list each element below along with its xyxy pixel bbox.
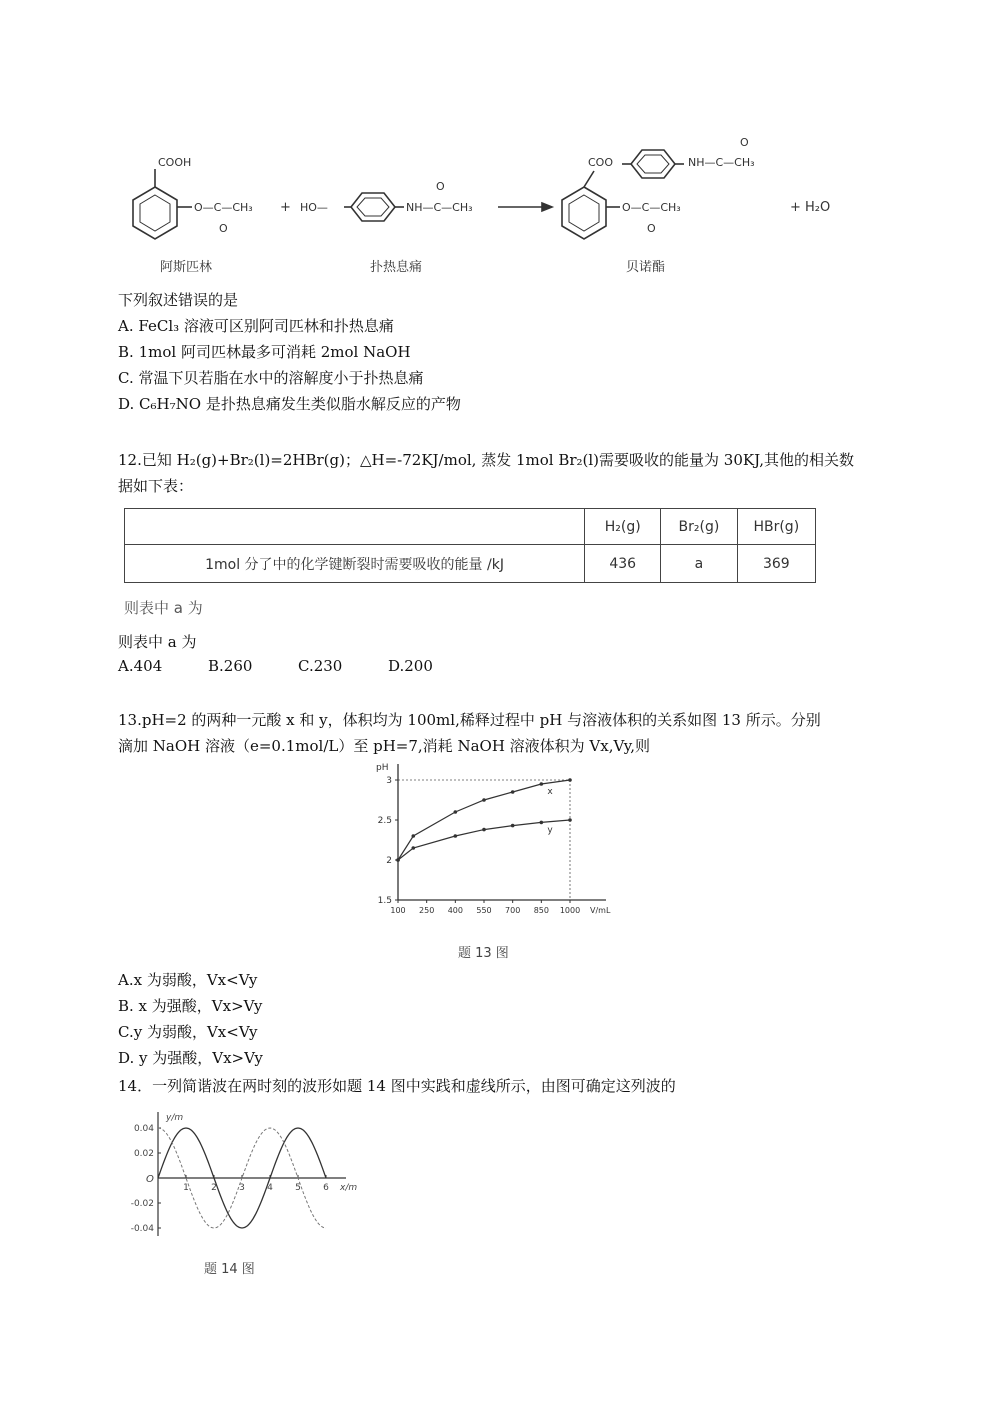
chart13-caption: 题 13 图	[458, 946, 509, 961]
x-axis-label: x/m	[340, 1183, 358, 1193]
q12-option-b: B.260	[208, 657, 253, 675]
option-letter: A.	[118, 317, 134, 335]
table-cell-br2: a	[661, 545, 737, 583]
wave-chart	[118, 1108, 368, 1253]
paracetamol-carbonyl-o: O	[436, 180, 445, 193]
series-line-y	[398, 820, 570, 860]
q13-line1: 13.pH=2 的两种一元酸 x 和 y，体积均为 100ml,稀释过程中 pH 与溶液体积的关系如图 13 所示。分别	[118, 711, 821, 729]
x-tick-label: 100	[390, 906, 406, 915]
data-point-x	[511, 790, 515, 794]
q13-line2: 滴加 NaOH 溶液（e=0.1mol/L）至 pH=7,消耗 NaOH 溶液体积为 Vx,Vy,则	[118, 737, 650, 755]
data-point-x	[540, 782, 544, 786]
data-point-x	[568, 778, 572, 782]
aspirin-ester-label: O—C—CH₃	[194, 201, 253, 214]
water-product: + H₂O	[790, 200, 831, 215]
y-axis-label: y/m	[166, 1113, 184, 1123]
x-tick-label: 850	[533, 906, 549, 915]
series-label-y: y	[547, 825, 553, 836]
option-text: FeCl₃ 溶液可区别阿司匹林和扑热息痛	[138, 317, 394, 335]
y-tick-label: -0.04	[130, 1224, 154, 1234]
y-tick-label: -0.02	[130, 1199, 154, 1209]
benorilate-ring-lower	[562, 171, 620, 239]
reaction-arrow	[498, 203, 552, 211]
paracetamol-ring	[344, 193, 404, 221]
q12-line2: 据如下表：	[118, 477, 194, 495]
y-tick-label: 2	[386, 856, 392, 866]
y-tick-label: 2.5	[377, 816, 392, 826]
table-header-hbr: HBr(g)	[737, 509, 815, 545]
data-point-x	[454, 810, 458, 814]
bond-energy-table	[124, 508, 816, 583]
benorilate-amide-label: NH—C—CH₃	[688, 156, 755, 169]
y-tick-label: 3	[386, 776, 392, 786]
q13-option-d: D. y 为强酸，Vx>Vy	[118, 1049, 263, 1067]
x-tick-label: 6	[323, 1183, 329, 1193]
origin-label: O	[146, 1174, 154, 1185]
x-tick-label: 2	[211, 1183, 217, 1193]
y-axis-label: pH	[376, 763, 389, 773]
benorilate-carbonyl-o-top: O	[740, 136, 749, 149]
x-tick-label: 3	[239, 1183, 245, 1193]
option-letter: B.	[118, 343, 134, 361]
x-tick-label: 1	[183, 1183, 189, 1193]
q13-option-b: B. x 为强酸，Vx>Vy	[118, 997, 263, 1015]
x-axis-label: V/mL	[590, 906, 611, 915]
y-tick-label: 1.5	[377, 896, 392, 906]
data-point-y	[511, 824, 515, 828]
reaction-structures	[110, 125, 870, 275]
benorilate-ring-upper	[622, 150, 684, 178]
aspirin-name: 阿斯匹林	[160, 260, 213, 275]
q12-option-d: D.200	[388, 657, 433, 675]
series-label-x: x	[547, 787, 553, 797]
x-tick-label: 1000	[559, 906, 581, 915]
ph-dilution-chart	[370, 758, 620, 918]
q11-option-d	[118, 394, 461, 414]
y-tick-label: 0.04	[133, 1124, 154, 1134]
q12-line1: 12.已知 H₂(g)+Br₂(l)=2HBr(g)；△H=-72KJ/mol, 蒸发 1mol Br₂(l)需要吸收的能量为 30KJ,其他的相关数	[118, 451, 854, 469]
table-row	[125, 545, 816, 583]
data-point-y	[396, 858, 400, 862]
option-letter: C.	[118, 369, 134, 387]
chart-axes	[146, 1112, 357, 1236]
chart-series	[396, 778, 572, 862]
table-cell-hbr: 369	[737, 545, 815, 583]
aspirin-carbonyl-o: O	[219, 222, 228, 235]
q12-option-c: C.230	[298, 657, 343, 675]
table-cell-h2: 436	[585, 545, 661, 583]
q12-stem: 则表中 a 为	[118, 633, 197, 651]
data-point-x	[411, 834, 415, 838]
option-letter: D.	[118, 395, 135, 413]
option-text: 1mol 阿司匹林最多可消耗 2mol NaOH	[138, 343, 411, 361]
table-header-row	[125, 509, 816, 545]
q11-option-b	[118, 342, 411, 362]
paracetamol-ho-label: HO—	[300, 201, 328, 214]
x-tick-label: 700	[505, 906, 521, 915]
data-point-y	[540, 821, 544, 825]
option-text: 常温下贝若脂在水中的溶解度小于扑热息痛	[138, 369, 424, 387]
data-point-y	[411, 846, 415, 850]
table-row-label: 1mol 分了中的化学键断裂时需要吸收的能量 /kJ	[125, 545, 585, 583]
option-text: C₆H₇NO 是扑热息痛发生类似脂水解反应的产物	[139, 395, 461, 413]
table-header-br2: Br₂(g)	[661, 509, 737, 545]
paracetamol-name: 扑热息痛	[370, 260, 423, 275]
q12-scan-caption: 则表中 a 为	[124, 599, 203, 617]
y-tick-label: 0.02	[133, 1149, 154, 1159]
q11-stem: 下列叙述错误的是	[118, 291, 239, 309]
chart14-caption: 题 14 图	[204, 1262, 255, 1277]
chart-guides	[398, 780, 570, 900]
benorilate-name: 贝诺酯	[626, 260, 666, 275]
x-tick-label: 5	[295, 1183, 301, 1193]
aspirin-ring	[133, 169, 192, 239]
data-point-y	[454, 834, 458, 838]
aspirin-cooh-label: COOH	[158, 156, 192, 169]
series-line-x	[398, 780, 570, 860]
x-tick-label: 550	[476, 906, 492, 915]
data-point-y	[482, 828, 486, 832]
q11-option-c	[118, 368, 424, 388]
table-header-empty	[125, 509, 585, 545]
x-tick-label: 4	[267, 1183, 273, 1193]
benorilate-carbonyl-o-bottom: O	[647, 222, 656, 235]
plus-sign-1: +	[280, 200, 291, 215]
q11-option-a	[118, 316, 394, 336]
x-tick-label: 400	[447, 906, 463, 915]
q14-stem: 14．一列简谐波在两时刻的波形如题 14 图中实践和虚线所示，由图可确定这列波的	[118, 1077, 676, 1095]
paracetamol-amide-label: NH—C—CH₃	[406, 201, 473, 214]
benorilate-ester-label: O—C—CH₃	[622, 201, 681, 214]
benorilate-coo-label: COO	[588, 156, 613, 169]
q13-option-a: A.x 为弱酸，Vx<Vy	[118, 971, 258, 989]
q13-option-c: C.y 为弱酸，Vx<Vy	[118, 1023, 258, 1041]
data-point-y	[568, 818, 572, 822]
table-header-h2: H₂(g)	[585, 509, 661, 545]
q12-options	[118, 656, 478, 676]
data-point-x	[482, 798, 486, 802]
x-tick-label: 250	[419, 906, 435, 915]
q12-option-a: A.404	[118, 657, 163, 675]
